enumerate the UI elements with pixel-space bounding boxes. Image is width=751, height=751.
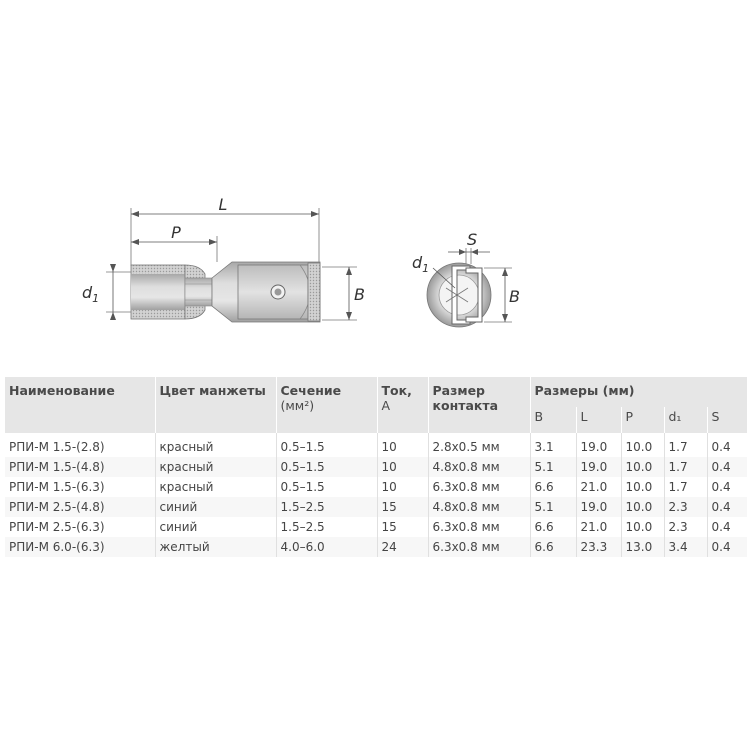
- label-d1-end: $d_1$: [412, 253, 430, 275]
- cell-L: 19.0: [576, 433, 621, 457]
- cell-S: 0.4: [707, 517, 747, 537]
- label-L: L: [218, 195, 228, 214]
- cell-contact: 4.8х0.8 мм: [428, 457, 530, 477]
- cell-P: 10.0: [621, 477, 664, 497]
- table-row: [5, 457, 747, 477]
- cell-S: 0.4: [707, 497, 747, 517]
- table-row: [5, 537, 747, 557]
- cell-S: 0.4: [707, 457, 747, 477]
- dimension-S: [448, 230, 490, 264]
- cell-S: 0.4: [707, 537, 747, 557]
- cell-L: 19.0: [576, 457, 621, 477]
- cell-L: 21.0: [576, 517, 621, 537]
- cell-current: 10: [377, 457, 428, 477]
- end-view: [412, 230, 520, 327]
- cell-name: РПИ-М 1.5-(2.8): [9, 440, 105, 454]
- cell-P: 10.0: [621, 433, 664, 457]
- cell-B: 5.1: [530, 457, 576, 477]
- label-B-side: B: [354, 285, 365, 304]
- dimension-B-side: [322, 267, 365, 320]
- cell-color: красный: [155, 433, 276, 457]
- cell-section: 0.5–1.5: [276, 477, 377, 497]
- header-L: L: [576, 407, 621, 433]
- cell-name: РПИ-М 1.5-(4.8): [5, 457, 155, 477]
- cell-S: 0.4: [707, 433, 747, 457]
- table-row: [5, 433, 747, 457]
- cell-color: желтый: [155, 537, 276, 557]
- cell-section: 1.5–2.5: [276, 497, 377, 517]
- cell-P: 10.0: [621, 517, 664, 537]
- table-row: [5, 517, 747, 537]
- cell-d1: 2.3: [664, 497, 707, 517]
- cell-d1: 1.7: [664, 433, 707, 457]
- cell-d1: 1.7: [664, 477, 707, 497]
- cell-L: 21.0: [576, 477, 621, 497]
- cell-color: красный: [155, 477, 276, 497]
- cell-current: 10: [377, 433, 428, 457]
- cell-B: 6.6: [530, 477, 576, 497]
- dimension-L: [131, 195, 319, 217]
- cell-current: 15: [377, 497, 428, 517]
- dimension-P: [131, 223, 217, 245]
- cell-contact: 4.8х0.8 мм: [428, 497, 530, 517]
- label-d1-side: $d_1$: [82, 283, 100, 305]
- cell-S: 0.4: [707, 477, 747, 497]
- cell-color: синий: [155, 497, 276, 517]
- cell-contact: 6.3х0.8 мм: [428, 517, 530, 537]
- table-row: [5, 477, 747, 497]
- cell-current: 10: [377, 477, 428, 497]
- cell-B: 5.1: [530, 497, 576, 517]
- cell-section: 4.0–6.0: [276, 537, 377, 557]
- header-section: Сечение (мм²): [276, 377, 377, 433]
- header-S: S: [707, 407, 747, 433]
- dimension-d1: [82, 264, 138, 320]
- cell-P: 10.0: [621, 457, 664, 477]
- header-B: B: [530, 407, 576, 433]
- cell-d1: 3.4: [664, 537, 707, 557]
- cell-P: 13.0: [621, 537, 664, 557]
- cell-contact: 2.8х0.5 мм: [428, 433, 530, 457]
- label-P: P: [171, 223, 181, 242]
- cell-P: 10.0: [621, 497, 664, 517]
- cell-contact: 6.3х0.8 мм: [428, 477, 530, 497]
- label-B-end: B: [509, 287, 520, 306]
- cell-L: 19.0: [576, 497, 621, 517]
- cell-name: РПИ-М 6.0-(6.3): [5, 537, 155, 557]
- header-contact: Размер контакта: [428, 377, 530, 433]
- cell-current: 15: [377, 517, 428, 537]
- cell-name: РПИ-М 2.5-(4.8): [5, 497, 155, 517]
- label-S: S: [467, 230, 478, 249]
- header-d1: d₁: [664, 407, 707, 433]
- cell-L: 23.3: [576, 537, 621, 557]
- cell-section: 0.5–1.5: [276, 433, 377, 457]
- cell-color: красный: [155, 457, 276, 477]
- header-P: P: [621, 407, 664, 433]
- cell-name: РПИ-М 2.5-(6.3): [9, 520, 105, 534]
- cell-name: РПИ-М 1.5-(6.3): [9, 480, 105, 494]
- cell-section: 1.5–2.5: [276, 517, 377, 537]
- cell-d1: 2.3: [664, 517, 707, 537]
- header-current: Ток, А: [377, 377, 428, 433]
- header-name: Наименование: [5, 377, 155, 433]
- header-color: Цвет манжеты: [155, 377, 276, 433]
- cell-current: 24: [377, 537, 428, 557]
- side-view: [82, 195, 365, 322]
- terminal-drawing: [0, 0, 751, 370]
- cell-B: 3.1: [530, 433, 576, 457]
- table-row: [5, 497, 747, 517]
- cell-d1: 1.7: [664, 457, 707, 477]
- spec-table: [5, 377, 747, 557]
- cell-color: синий: [155, 517, 276, 537]
- cell-section: 0.5–1.5: [276, 457, 377, 477]
- header-dimensions: Размеры (мм): [530, 377, 747, 407]
- cell-B: 6.6: [530, 517, 576, 537]
- cell-B: 6.6: [530, 537, 576, 557]
- cell-contact: 6.3х0.8 мм: [428, 537, 530, 557]
